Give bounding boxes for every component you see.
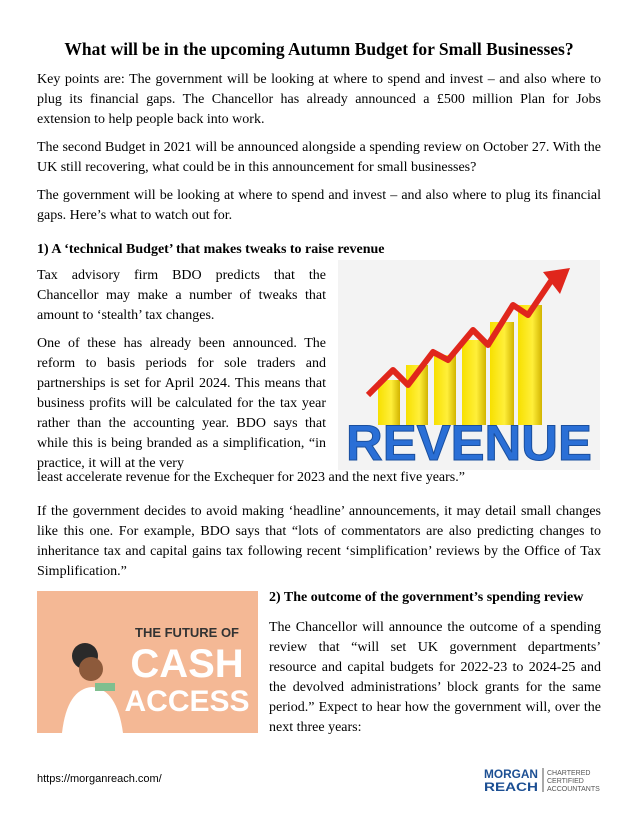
section1-heading: 1) A ‘technical Budget’ that makes tweaks to raise revenue xyxy=(37,242,385,257)
cash-access-illustration xyxy=(37,591,258,733)
section1-paragraph-1: Tax advisory firm BDO predicts that the Chancellor may make a number of tweaks that amount to ‘stealth’ tax changes. xyxy=(37,268,326,323)
logo-tag-2: CERTIFIED xyxy=(547,778,584,785)
cash-subtitle: THE FUTURE OF xyxy=(135,625,239,640)
logo-tag-3: ACCOUNTANTS xyxy=(547,786,600,793)
access-word: ACCESS xyxy=(124,685,250,718)
revenue-word: REVENUE xyxy=(346,415,592,470)
page-title: What will be in the upcoming Autumn Budget for Small Businesses? xyxy=(64,39,574,59)
section1-paragraph-2-continued: least accelerate revenue for the Exchequer for 2023 and the next five years.” xyxy=(37,470,465,485)
footer-url[interactable]: https://morganreach.com/ xyxy=(37,773,162,785)
logo-word-1: MORGAN xyxy=(484,767,538,781)
revenue-illustration xyxy=(338,260,600,470)
intro-paragraph: Key points are: The government will be looking at where to spend and invest – and also where to plug its financial gaps. The Chancellor has already announced a £500 million Plan for Jobs extension to help people back into work. xyxy=(37,72,601,127)
section2-paragraph: The Chancellor will announce the outcome of a spending review that “will set UK government departments’ resource and capital budgets for 2022-23 to 2024-25 and the devolved administrations’ block grants for the same period.” Expect to hear how the government will, over the next three years: xyxy=(269,620,601,735)
section1-paragraph-3: If the government decides to avoid making ‘headline’ announcements, it may detail small changes like this one. For example, BDO says that “lots of commentators are also predicting changes to inheritance tax and capital gains tax following recent ‘simplification’ reviews by the Office of Tax Simplification.” xyxy=(37,504,601,579)
section2-heading: 2) The outcome of the government’s spending review xyxy=(269,590,584,605)
section1-paragraph-2: One of these has already been announced. The reform to basis periods for sole traders and partnerships is set for April 2024. This means that business profits will be calculated for the tax year rather than the accounting year. BDO says that while this is being branded as a simplification, “in practice, it will at the very xyxy=(37,336,326,471)
logo-tag-1: CHARTERED xyxy=(547,770,591,777)
budget-date-paragraph: The second Budget in 2021 will be announced alongside a spending review on October 27. With the UK still recovering, what could be in this announcement for small businesses? xyxy=(37,140,601,175)
watch-out-paragraph: The government will be looking at where to spend and invest – and also where to plug its financial gaps. Here’s what to watch out for. xyxy=(37,188,601,223)
morgan-reach-logo xyxy=(484,766,604,794)
logo-word-2: REACH xyxy=(484,780,538,794)
cash-word: CASH xyxy=(130,642,244,686)
